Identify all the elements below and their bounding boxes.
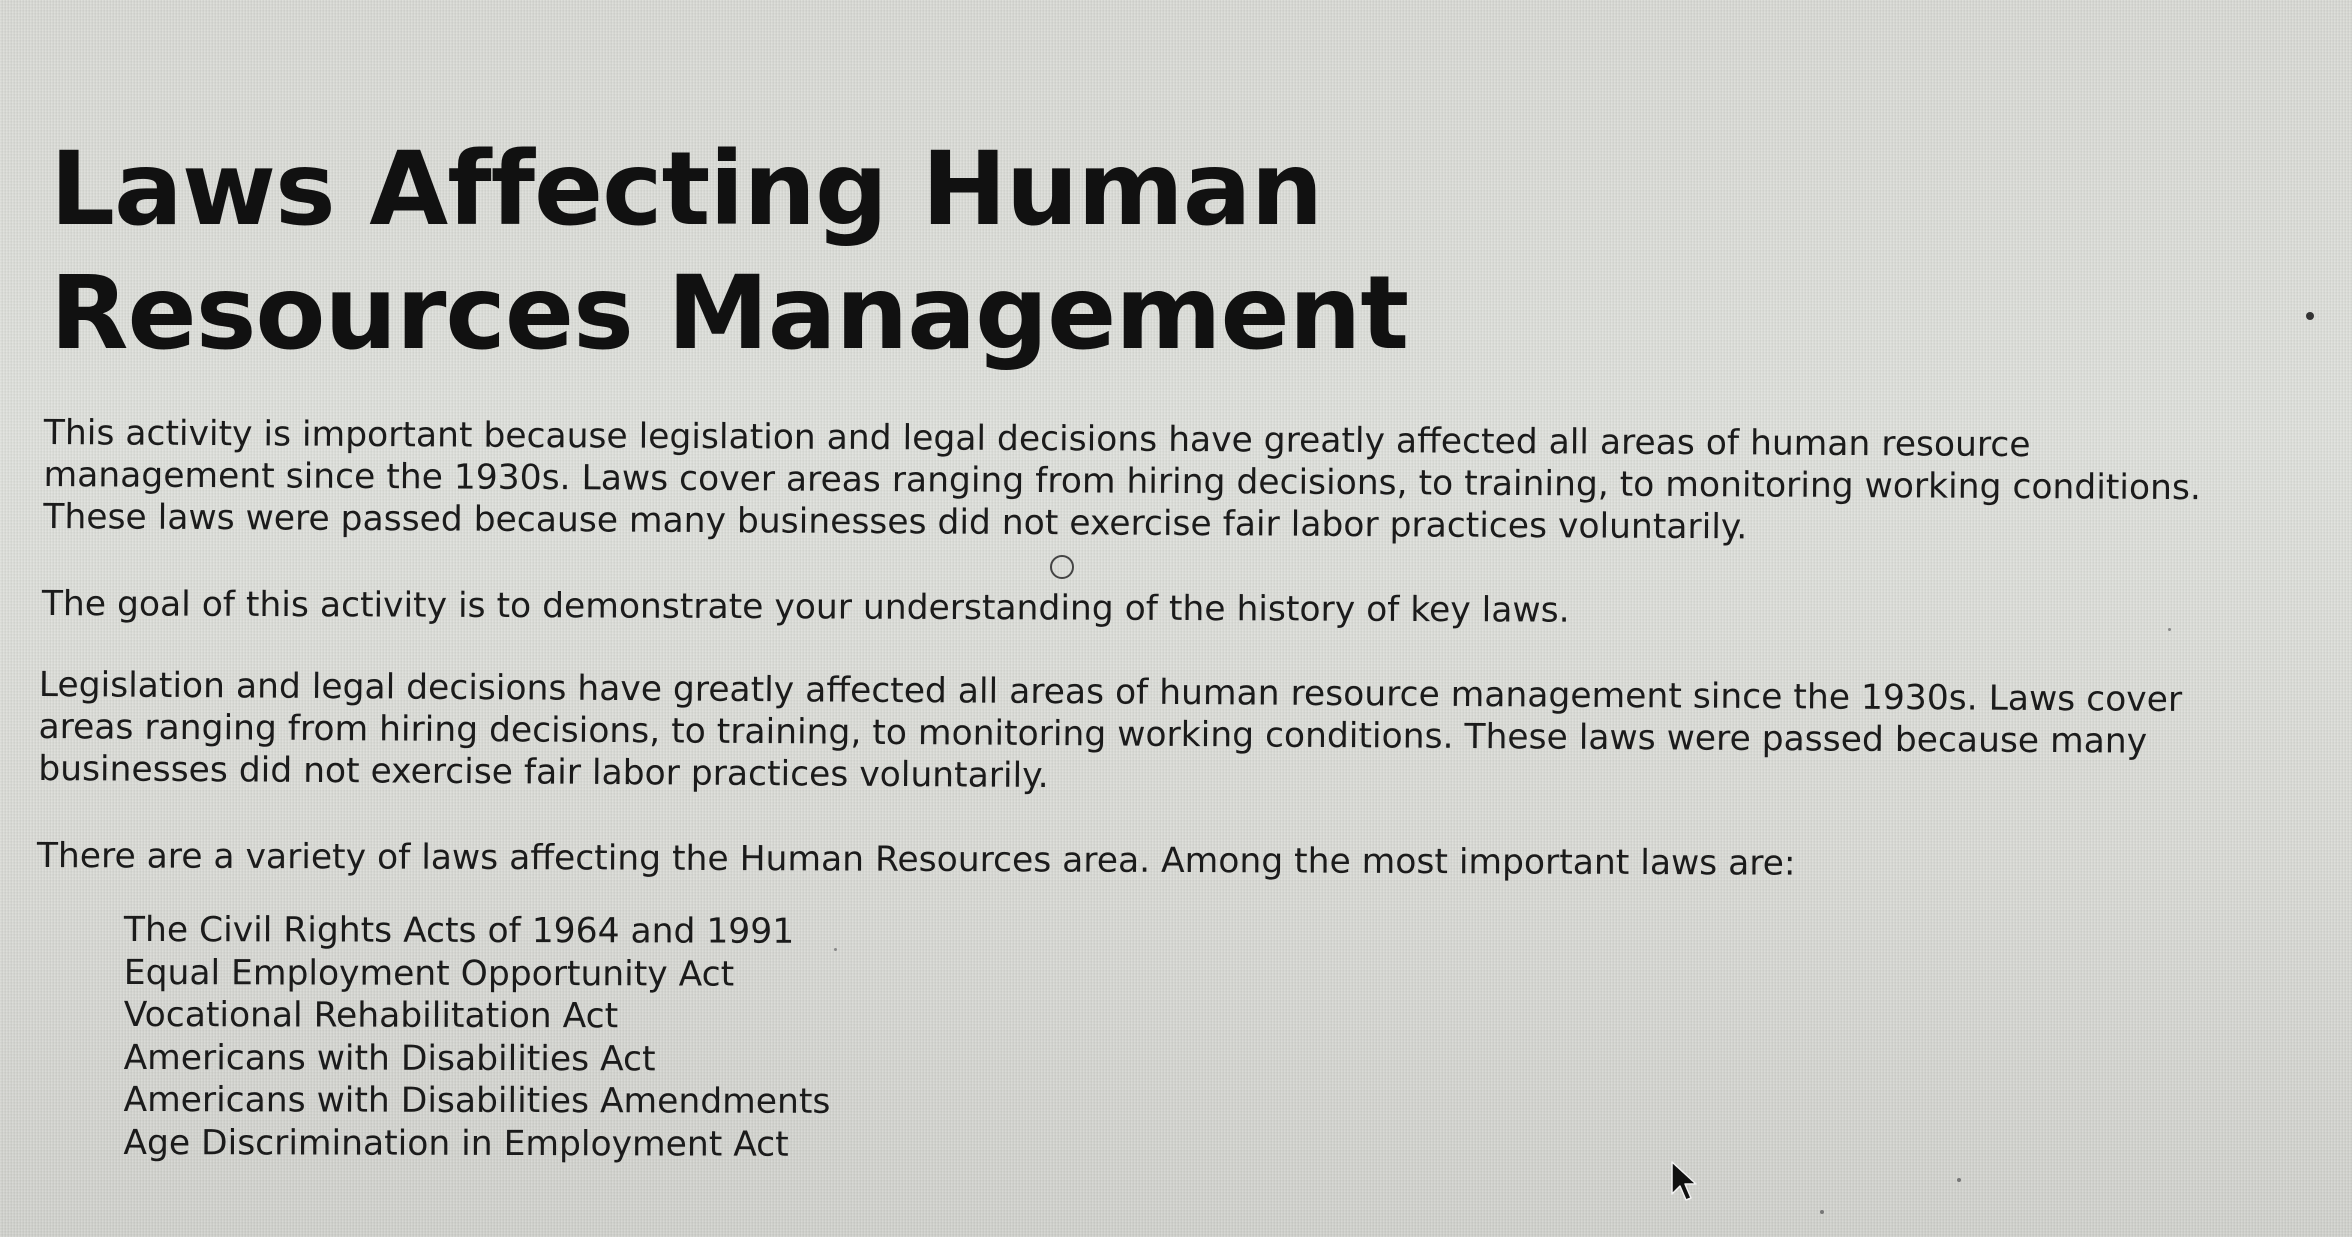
page-title: Laws Affecting Human Resources Management [50,130,1409,373]
screen-speck [1957,1178,1961,1182]
laws-list [123,909,831,1166]
list-item: Americans with Disabilities Act [123,1037,656,1079]
loading-ring-icon [1050,555,1074,579]
mouse-pointer-icon [1670,1160,1698,1204]
list-item: Americans with Disabilities Amendments [123,1079,831,1122]
list-item: Age Discrimination in Employment Act [123,1122,789,1165]
intro-paragraph: This activity is important because legislation and legal decisions have greatly affected all areas of human resource management since the 1930s. Laws cover areas ranging from hiring decisions, to training, to monitoring working conditions. These laws were passed because many businesses did not exercise fair labor practices voluntarily. [43,412,2201,548]
list-item: Vocational Rehabilitation Act [123,994,619,1037]
legislation-paragraph: Legislation and legal decisions have greatly affected all areas of human resource management since the 1930s. Laws cover areas ranging from hiring decisions, to training, to monitoring working conditions. These laws were passed because many businesses did not exercise fair labor practices voluntarily. [38,665,2183,797]
list-item: Equal Employment Opportunity Act [123,952,735,995]
screen-speck [2306,312,2314,320]
laws-intro-paragraph: There are a variety of laws affecting the Human Resources area. Among the most important laws are: [36,836,1796,884]
screen-speck [2168,628,2171,631]
list-item: The Civil Rights Acts of 1964 and 1991 [123,910,795,952]
goal-paragraph: The goal of this activity is to demonstrate your understanding of the history of key laws. [41,584,1570,631]
screen-speck [834,948,837,951]
screen-speck [1820,1210,1824,1214]
